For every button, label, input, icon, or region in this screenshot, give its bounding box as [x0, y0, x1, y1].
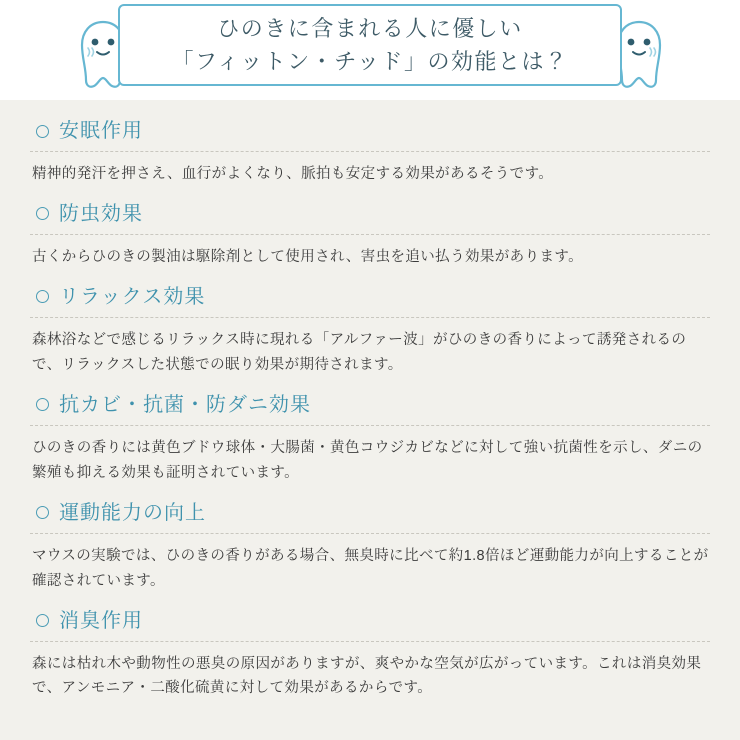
- section-body: 森には枯れ木や動物性の悪臭の原因がありますが、爽やかな空気が広がっています。これは消臭効果で、アンモニア・二酸化硫黄に対して効果があるからです。: [32, 655, 702, 697]
- title-banner: [118, 4, 622, 86]
- section-item: [30, 392, 710, 486]
- section-heading: [30, 201, 710, 234]
- section-heading: [30, 500, 710, 533]
- section-divider: [30, 151, 710, 152]
- section-body: マウスの実験では、ひのきの香りがある場合、無臭時に比べて約1.8倍ほど運動能力が向上することが確認されています。: [32, 547, 709, 589]
- circle-bullet-icon: [36, 290, 49, 303]
- circle-bullet-icon: [36, 125, 49, 138]
- page-title-line1: ひのきに含まれる人に優しい: [217, 16, 523, 41]
- section-heading-label: 安眠作用: [59, 120, 143, 142]
- section-item: [30, 284, 710, 378]
- section-divider: [30, 533, 710, 534]
- section-heading-label: 抗カビ・抗菌・防ダニ効果: [59, 393, 311, 416]
- section-heading-label: 消臭作用: [59, 609, 143, 632]
- section-heading-label: リラックス効果: [59, 285, 206, 308]
- section-body: 精神的発汗を押さえ、血行がよくなり、脈拍も安定する効果があるそうです。: [32, 166, 554, 182]
- section-heading: [30, 118, 710, 151]
- header-banner-area: [0, 0, 740, 100]
- section-body: 古くからひのきの製油は駆除剤として使用され、害虫を追い払う効果があります。: [32, 248, 584, 265]
- circle-bullet-icon: [36, 207, 49, 220]
- circle-bullet-icon: [36, 398, 49, 411]
- section-divider: [30, 317, 710, 318]
- section-item: [30, 500, 710, 594]
- section-divider: [30, 641, 710, 642]
- section-body: 森林浴などで感じるリラックス時に現れる「アルファー波」がひのきの香りによって誘発されるので、リラックスした状態での眠り効果が期待されます。: [32, 331, 687, 373]
- section-heading: [30, 284, 710, 317]
- circle-bullet-icon: [36, 614, 49, 627]
- section-heading: [30, 608, 710, 641]
- section-item: [30, 608, 710, 702]
- sections-list: [0, 100, 740, 715]
- section-heading-label: 防虫効果: [59, 202, 143, 225]
- section-divider: [30, 234, 710, 235]
- section-item: [30, 201, 710, 270]
- section-body: ひのきの香りには黄色ブドウ球体・大腸菌・黄色コウジカビなどに対して強い抗菌性を示し、ダニの繁殖も抑える効果も証明されています。: [32, 439, 703, 481]
- section-heading-label: 運動能力の向上: [59, 501, 206, 524]
- circle-bullet-icon: [36, 506, 49, 519]
- page-title-line2: 「フィットン・チッド」の効能とは？: [171, 49, 569, 74]
- section-heading: [30, 392, 710, 425]
- section-divider: [30, 425, 710, 426]
- section-item: [30, 118, 710, 187]
